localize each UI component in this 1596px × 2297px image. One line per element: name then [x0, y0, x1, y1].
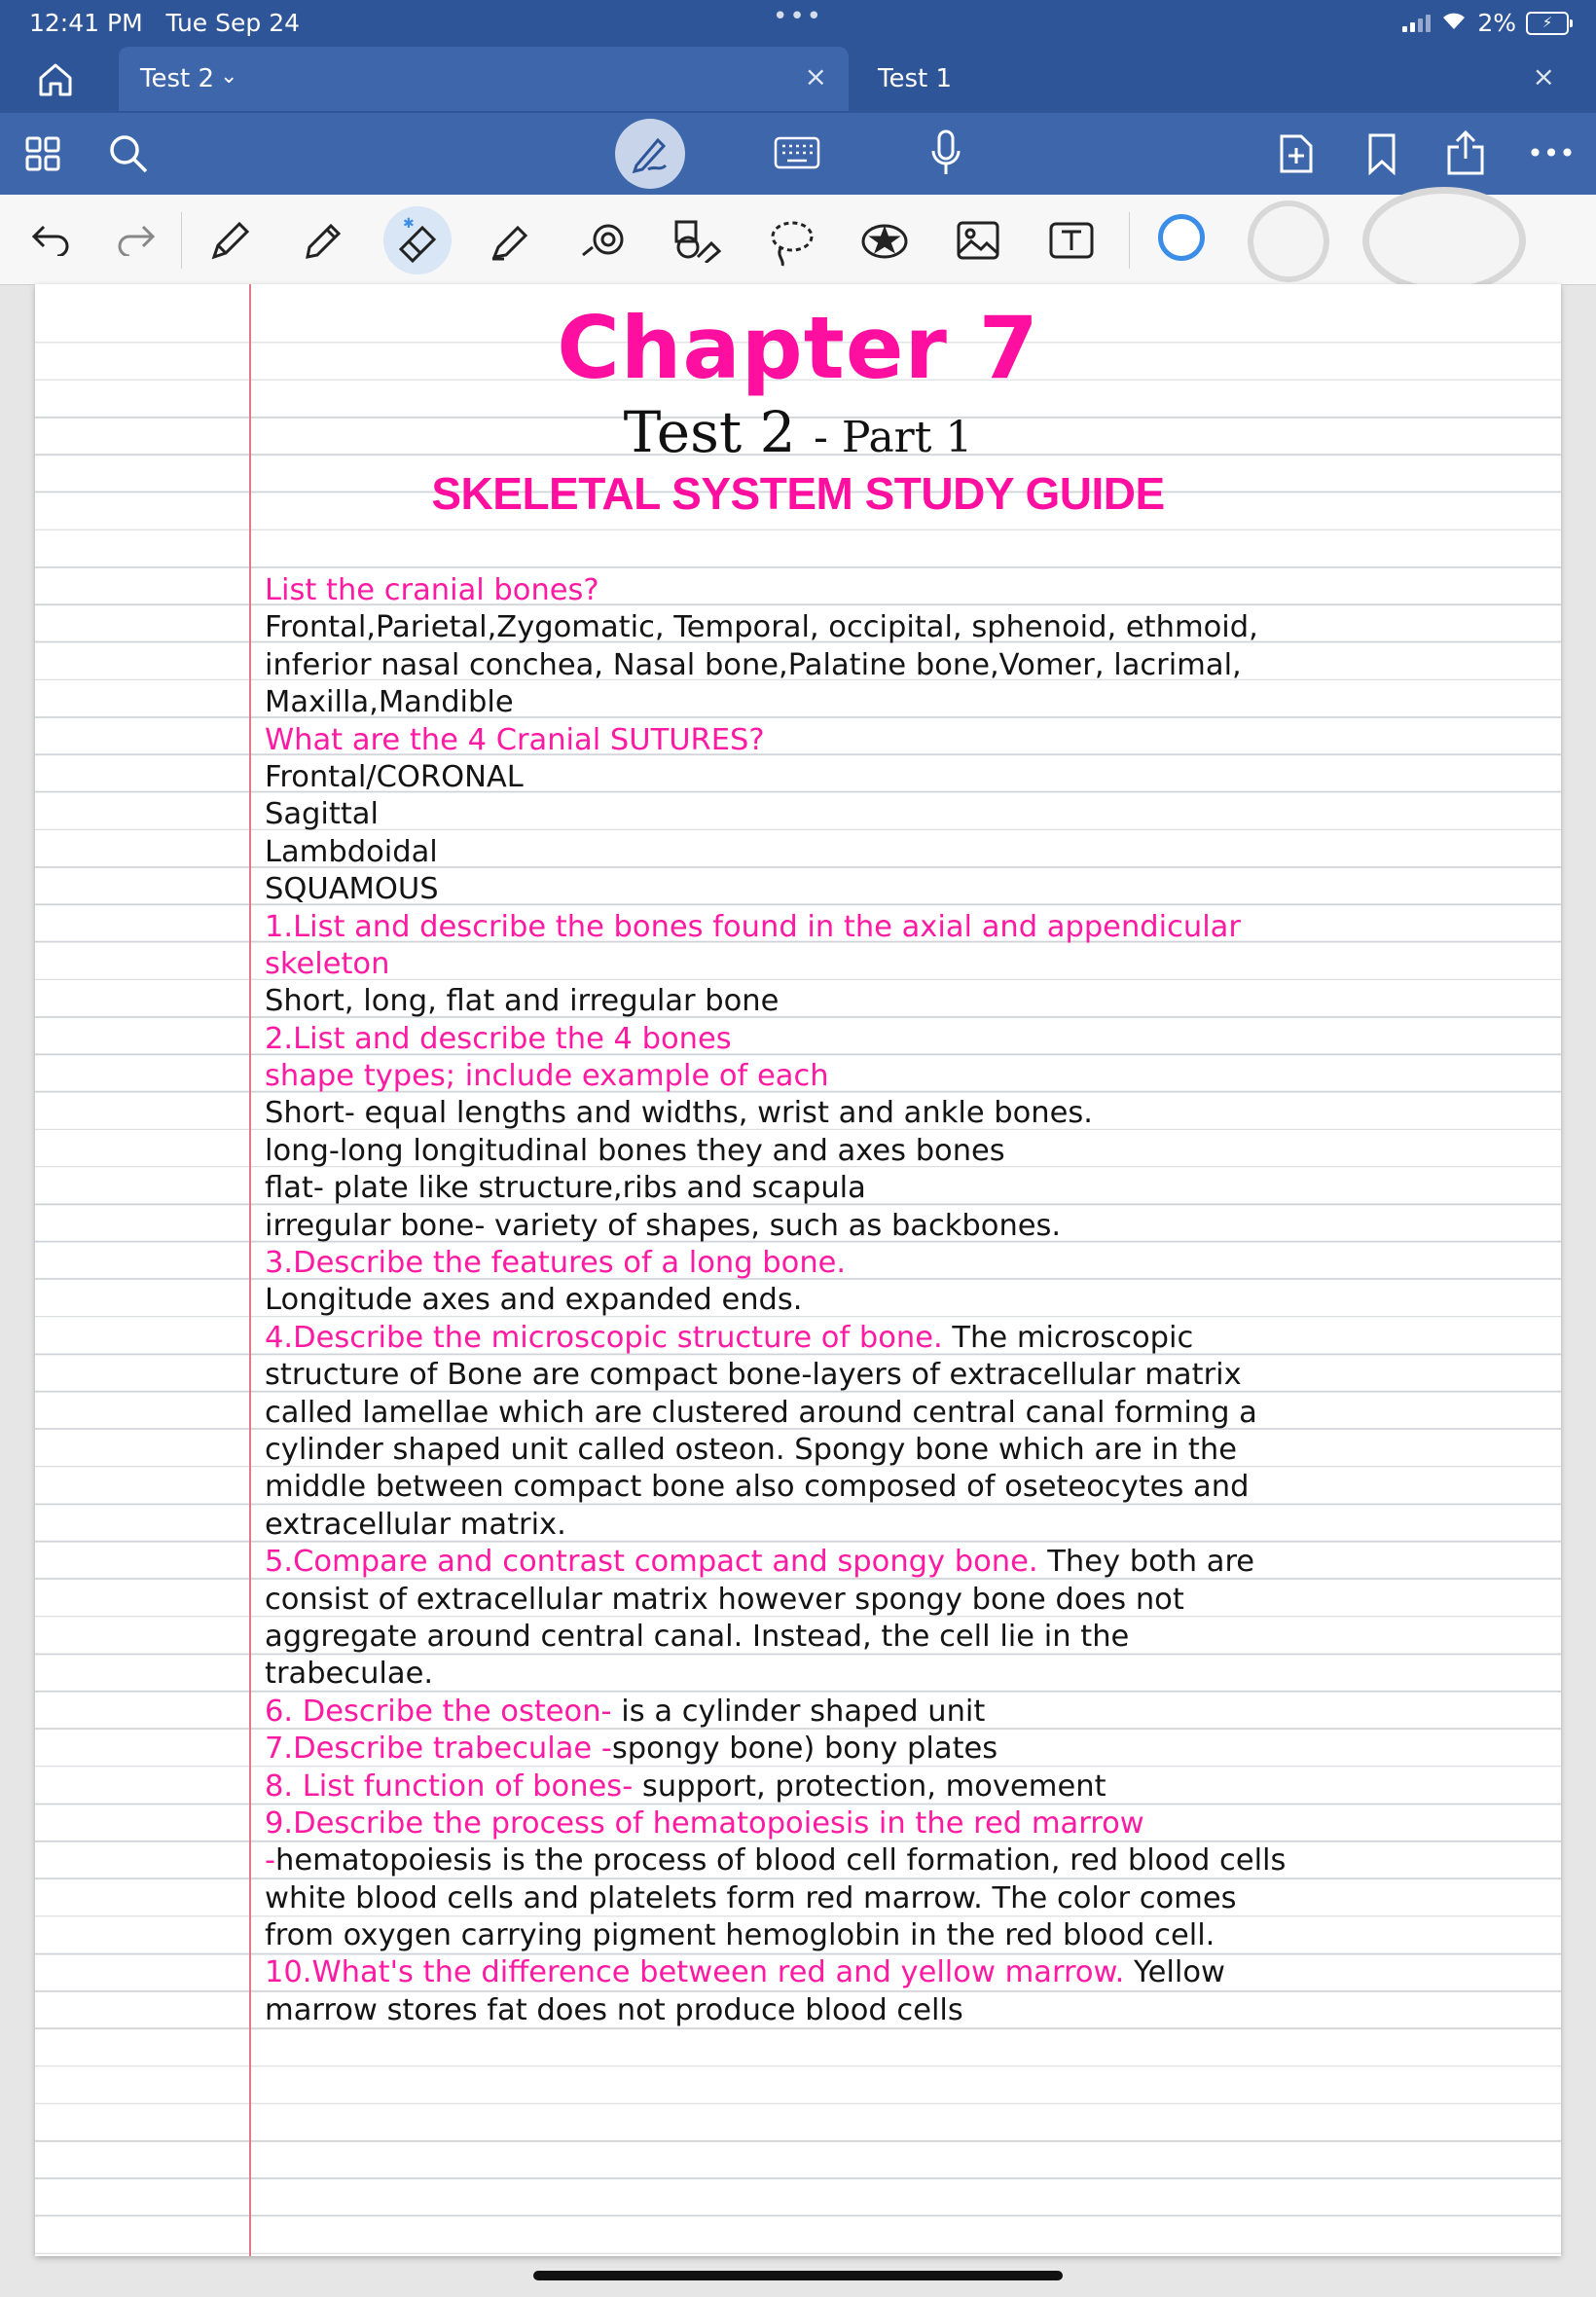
answer-text: Short, long, flat and irregular bone	[265, 984, 780, 1019]
signal-icon	[1402, 15, 1431, 32]
note-line	[265, 871, 1530, 908]
answer-text: Sagittal	[265, 797, 379, 832]
toolbar-divider	[1129, 212, 1130, 269]
question-text: -	[265, 1843, 276, 1878]
answer-text: Yellow	[1124, 1955, 1225, 1990]
toolbar-divider	[181, 212, 182, 269]
redo-icon[interactable]	[115, 222, 158, 257]
grid-icon[interactable]	[23, 134, 62, 173]
notebook-page[interactable]	[35, 284, 1561, 2256]
note-line	[265, 1021, 1530, 1058]
note-line	[265, 909, 1530, 946]
question-text: 4.Describe the microscopic structure of bone.	[265, 1320, 943, 1355]
question-text: shape types; include example of each	[265, 1059, 829, 1094]
answer-text: Frontal/CORONAL	[265, 759, 524, 794]
note-line	[265, 1544, 1530, 1581]
question-text: 8. List function of bones-	[265, 1768, 634, 1804]
answer-text: structure of Bone are compact bone-layers of extracellular matrix	[265, 1358, 1242, 1393]
answer-text: The microscopic	[942, 1320, 1194, 1355]
answer-text: trabeculae.	[265, 1657, 434, 1692]
question-text: 6. Describe the osteon-	[265, 1694, 612, 1729]
answer-text: called lamellae which are clustered around central canal forming a	[265, 1395, 1257, 1430]
note-line	[265, 1880, 1530, 1917]
text-box-icon[interactable]	[1047, 216, 1096, 265]
close-tab-icon[interactable]: ×	[804, 60, 827, 92]
note-line	[265, 1095, 1530, 1132]
note-line	[265, 1245, 1530, 1282]
question-text: 7.Describe trabeculae -	[265, 1732, 612, 1767]
share-icon[interactable]	[1444, 128, 1487, 177]
svg-text:✱: ✱	[403, 216, 415, 232]
note-line	[265, 759, 1530, 796]
chevron-down-icon[interactable]: ⌄	[220, 64, 238, 89]
close-tab-icon[interactable]: ×	[1532, 60, 1555, 92]
note-line	[265, 1992, 1530, 2029]
note-line	[265, 1619, 1530, 1656]
answer-text: spongy bone) bony plates	[611, 1732, 998, 1767]
tab-test-2[interactable]: Test 2 ⌄ ×	[119, 47, 849, 111]
color-swatch-2[interactable]	[1248, 201, 1329, 282]
note-line	[265, 1917, 1530, 1954]
add-page-icon[interactable]	[1277, 132, 1316, 175]
note-line	[265, 1768, 1530, 1805]
color-swatch-selected[interactable]	[1158, 214, 1205, 261]
bookmark-icon[interactable]	[1364, 132, 1399, 175]
answer-text: They both are	[1037, 1545, 1255, 1580]
main-toolbar	[0, 113, 1596, 195]
note-line	[265, 834, 1530, 871]
note-line	[265, 684, 1530, 721]
tab-test-1[interactable]: Test 1 ×	[878, 60, 1555, 93]
note-line	[265, 1805, 1530, 1842]
note-line	[265, 1133, 1530, 1170]
lasso-icon[interactable]	[765, 216, 817, 269]
note-line	[265, 572, 1530, 609]
answer-text: irregular bone- variety of shapes, such as backbones.	[265, 1208, 1062, 1243]
answer-text: long-long longitudinal bones they and axes bones	[265, 1133, 1005, 1168]
page-margin-line	[249, 284, 251, 2256]
answer-text: extracellular matrix.	[265, 1507, 566, 1542]
home-icon[interactable]	[37, 62, 74, 97]
note-line	[265, 1656, 1530, 1693]
shapes-icon[interactable]	[578, 216, 631, 265]
answer-text: Frontal,Parietal,Zygomatic, Temporal, occipital, sphenoid, ethmoid,	[265, 610, 1258, 645]
answer-text: is a cylinder shaped unit	[611, 1694, 986, 1729]
answer-text: SQUAMOUS	[265, 872, 439, 907]
mic-icon[interactable]	[926, 128, 965, 179]
battery-charging-icon: ⚡	[1526, 12, 1569, 35]
note-line	[265, 609, 1530, 646]
more-icon[interactable]: •••	[1527, 136, 1576, 169]
question-text: 5.Compare and contrast compact and spongy bone.	[265, 1545, 1038, 1580]
home-indicator[interactable]	[533, 2271, 1063, 2280]
note-line	[265, 796, 1530, 833]
answer-text: middle between compact bone also composed of oseteocytes and	[265, 1470, 1250, 1505]
note-line	[265, 1507, 1530, 1544]
answer-text: from oxygen carrying pigment hemoglobin in the red blood cell.	[265, 1918, 1215, 1953]
drawing-toolbar	[0, 195, 1596, 285]
question-text: 9.Describe the process of hematopoiesis in the red marrow	[265, 1805, 1144, 1841]
status-bar	[0, 0, 1596, 45]
note-line	[265, 1469, 1530, 1506]
question-text: List the cranial bones?	[265, 573, 599, 607]
question-text: skeleton	[265, 946, 390, 981]
keyboard-icon[interactable]	[774, 134, 820, 173]
question-text: 2.List and describe the 4 bones	[265, 1021, 732, 1056]
tab-bar	[0, 45, 1596, 113]
page-subtitle: Test 2 - Part 1	[623, 399, 973, 465]
pencil-icon[interactable]	[300, 216, 348, 265]
image-icon[interactable]	[954, 216, 1002, 265]
answer-text: support, protection, movement	[633, 1768, 1106, 1804]
status-right	[1402, 9, 1569, 37]
fountain-pen-icon[interactable]	[206, 216, 255, 265]
question-text: 1.List and describe the bones found in the axial and appendicular	[265, 909, 1241, 944]
note-line	[265, 1282, 1530, 1319]
question-text: 10.What's the difference between red and yellow marrow.	[265, 1955, 1125, 1990]
answer-text: marrow stores fat does not produce blood cells	[265, 1992, 963, 2027]
handwritten-notes	[265, 572, 1530, 2029]
answer-text: Short- equal lengths and widths, wrist and ankle bones.	[265, 1096, 1093, 1131]
note-line	[265, 1582, 1530, 1619]
answer-text: inferior nasal conchea, Nasal bone,Palatine bone,Vomer, lacrimal,	[265, 647, 1242, 682]
note-line	[265, 1731, 1530, 1768]
note-line	[265, 1432, 1530, 1469]
multitasking-dots[interactable]: •••	[773, 2, 824, 31]
undo-icon[interactable]	[29, 222, 72, 257]
color-swatch-3[interactable]	[1362, 187, 1526, 294]
page-title: Chapter 7	[557, 298, 1039, 398]
pen-mode-button[interactable]	[615, 119, 685, 189]
answer-text: consist of extracellular matrix however spongy bone does not	[265, 1582, 1184, 1617]
highlighter-icon[interactable]	[487, 216, 535, 265]
answer-text: cylinder shaped unit called osteon. Spongy bone which are in the	[265, 1432, 1237, 1467]
note-line	[265, 1842, 1530, 1879]
search-icon[interactable]	[107, 132, 150, 175]
answer-text: Longitude axes and expanded ends.	[265, 1283, 803, 1318]
answer-text: Maxilla,Mandible	[265, 685, 514, 720]
question-text: What are the 4 Cranial SUTURES?	[265, 722, 765, 757]
note-line	[265, 1058, 1530, 1095]
answer-text: flat- plate like structure,ribs and scapula	[265, 1171, 866, 1206]
note-line	[265, 1395, 1530, 1432]
note-line	[265, 1320, 1530, 1357]
battery-percent: 2%	[1477, 9, 1516, 37]
note-line	[265, 983, 1530, 1020]
answer-text: aggregate around central canal. Instead, the cell lie in the	[265, 1619, 1130, 1654]
status-time: 12:41 PM Tue Sep 24	[29, 9, 301, 37]
note-line	[265, 1694, 1530, 1731]
note-line	[265, 1954, 1530, 1991]
note-line	[265, 1208, 1530, 1245]
question-text: 3.Describe the features of a long bone.	[265, 1246, 847, 1281]
note-line	[265, 722, 1530, 759]
eraser-icon[interactable]	[393, 212, 442, 271]
page-heading: SKELETAL SYSTEM STUDY GUIDE	[431, 468, 1165, 519]
note-line	[265, 647, 1530, 684]
shape-eraser-icon[interactable]	[671, 216, 724, 265]
answer-text: hematopoiesis is the process of blood cell formation, red blood cells	[275, 1843, 1287, 1878]
wifi-icon	[1440, 9, 1468, 37]
answer-text: white blood cells and platelets form red marrow. The color comes	[265, 1880, 1237, 1915]
note-line	[265, 1170, 1530, 1207]
answer-text: Lambdoidal	[265, 834, 438, 869]
note-line	[265, 1357, 1530, 1394]
note-line	[265, 946, 1530, 983]
sticker-icon[interactable]	[858, 216, 911, 265]
